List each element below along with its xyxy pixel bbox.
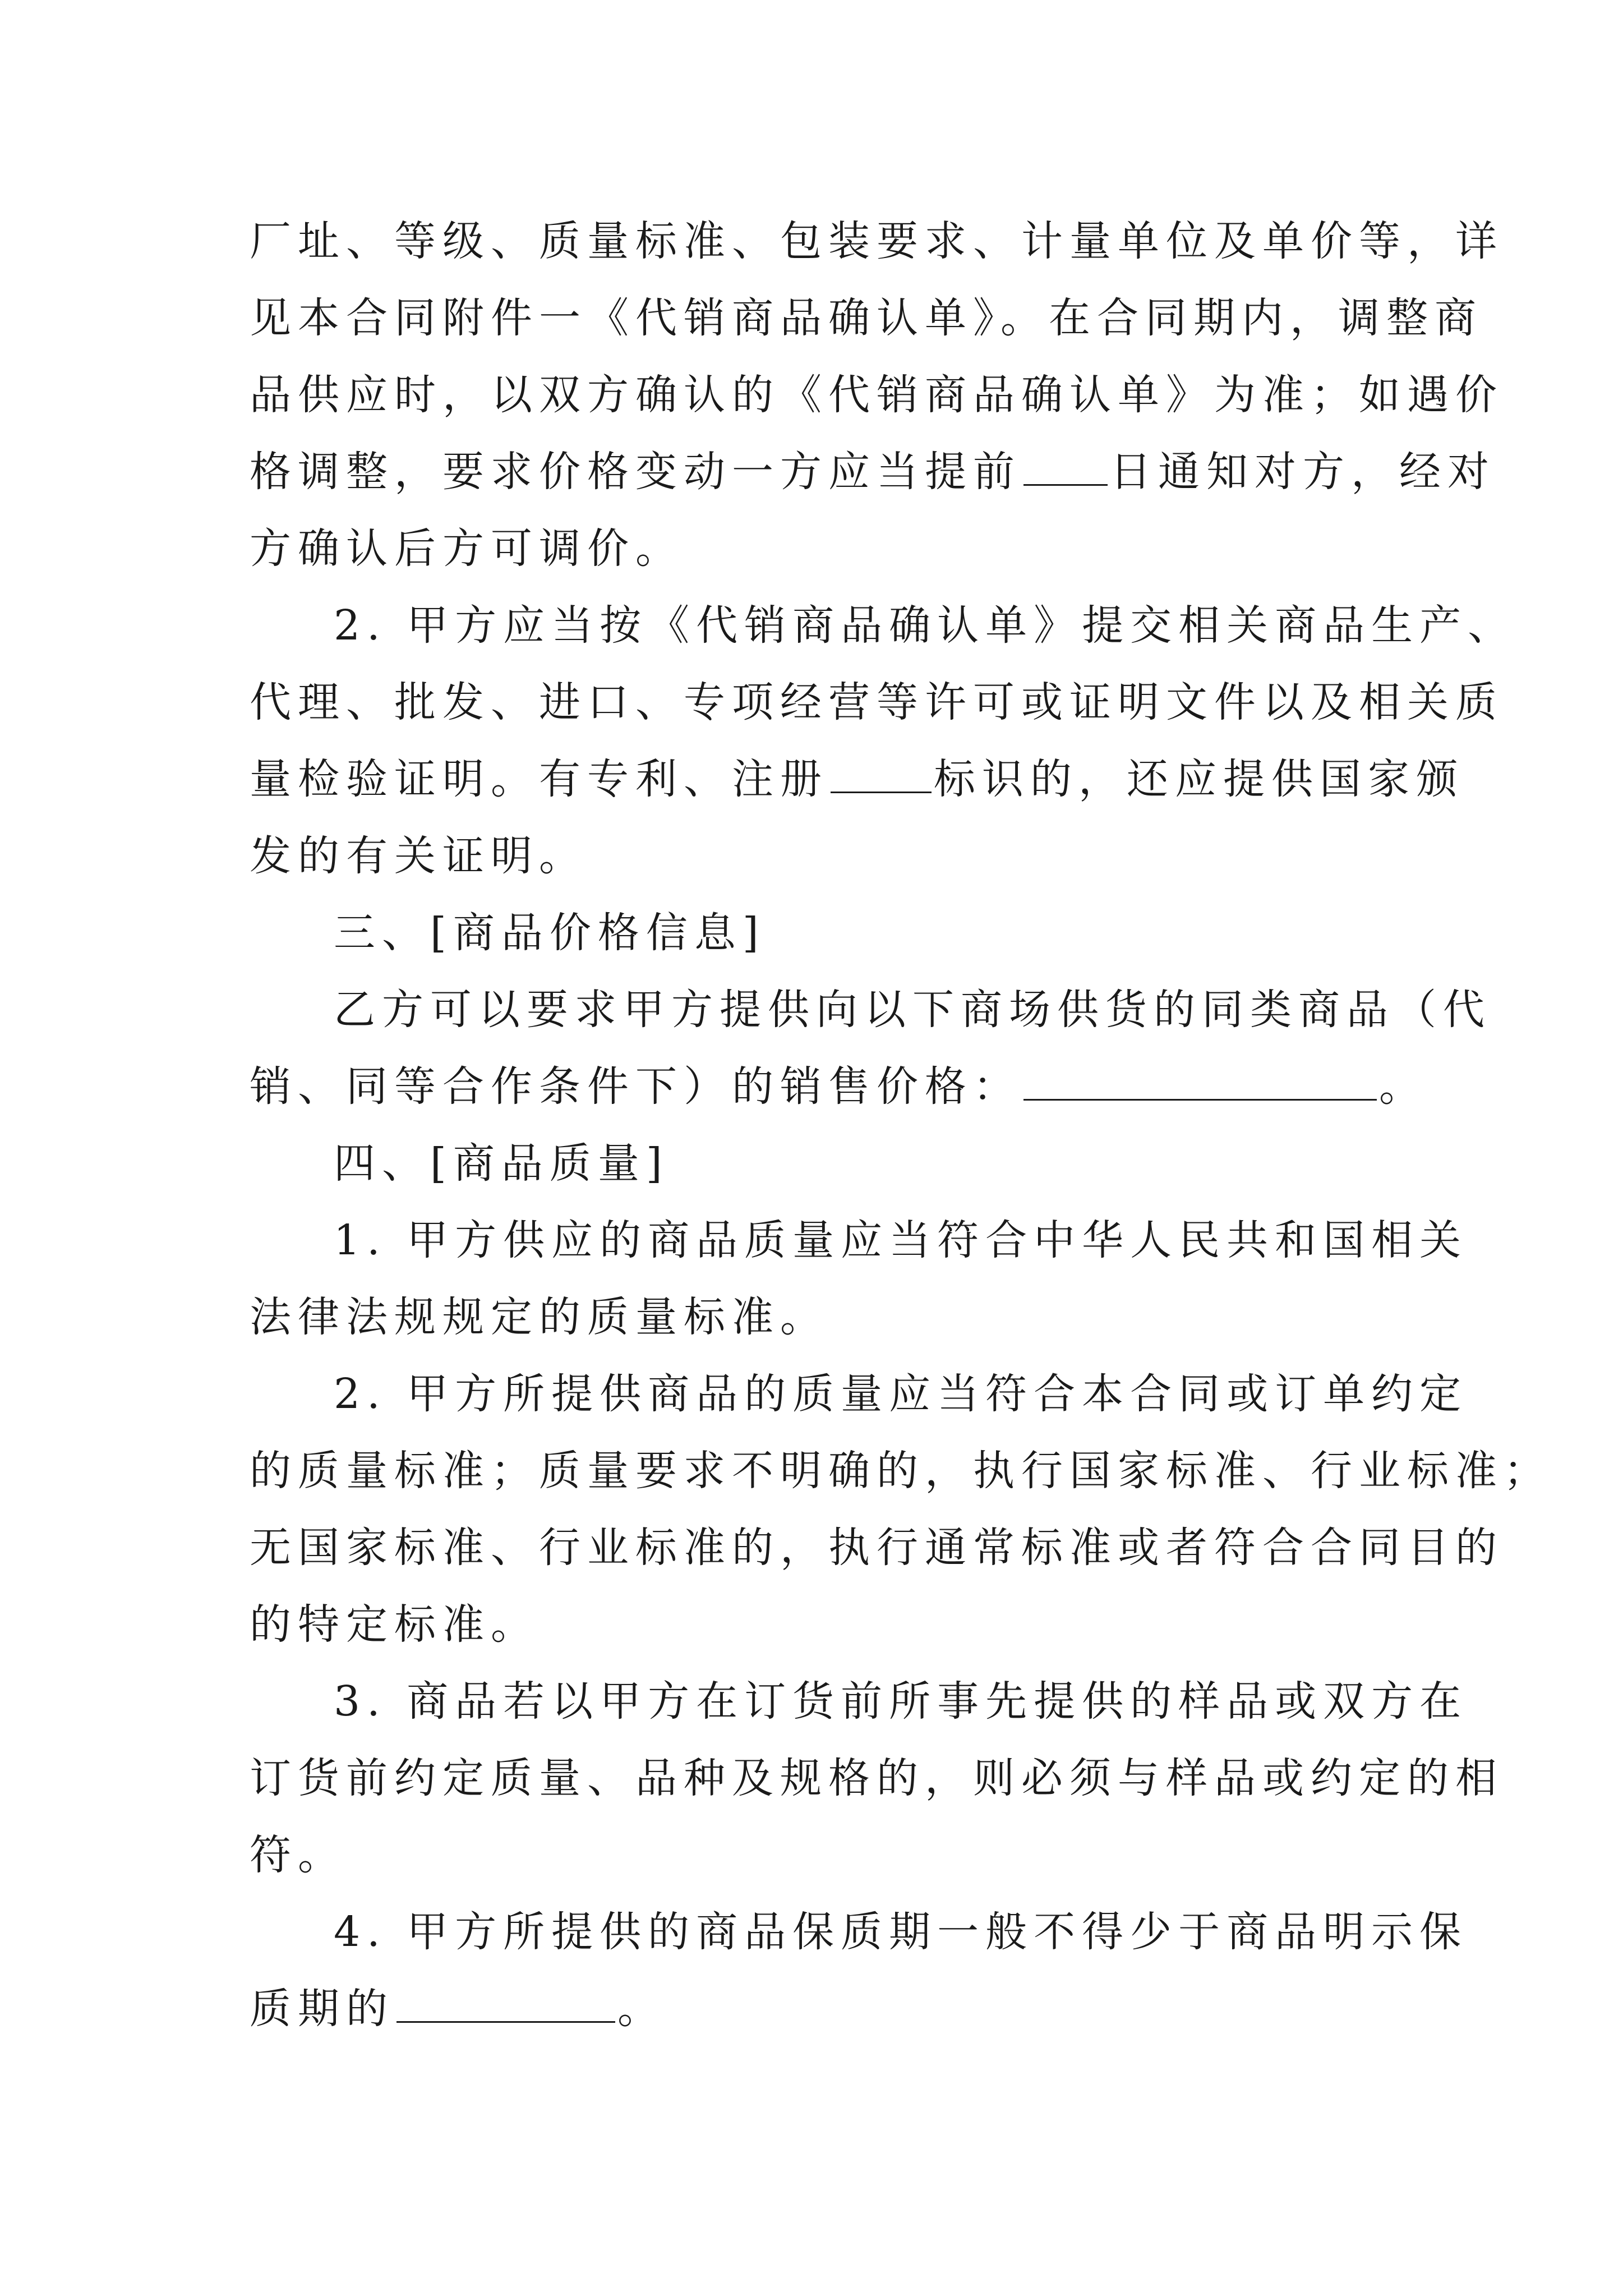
text-fragment: 标识的，还应提供国家颁 — [934, 755, 1464, 803]
text-fragment: 日通知对方，经对 — [1110, 448, 1496, 496]
paragraph-line — [250, 1971, 1382, 2047]
text-fragment: 质期的 — [250, 1985, 394, 2033]
blank-sales-price[interactable] — [1023, 1062, 1377, 1101]
paragraph-line — [250, 1048, 1427, 1125]
paragraph-line: 符。 — [250, 1831, 346, 1879]
paragraph-line: 订货前约定质量、品种及规格的，则必须与样品或约定的相 — [250, 1754, 1504, 1802]
paragraph-line: 代理、批发、进口、专项经营等许可或证明文件以及相关质 — [250, 678, 1504, 726]
paragraph-line: 无国家标准、行业标准的，执行通常标准或者符合合同目的 — [250, 1524, 1504, 1572]
paragraph-line: 4. 甲方所提供的商品保质期一般不得少于商品明示保 — [334, 1908, 1468, 1956]
paragraph-line: 1. 甲方供应的商品质量应当符合中华人民共和国相关 — [334, 1216, 1468, 1264]
paragraph-line: 的特定标准。 — [250, 1600, 539, 1649]
paragraph-line: 厂址、等级、质量标准、包装要求、计量单位及单价等，详 — [250, 217, 1504, 265]
paragraph-line: 方确认后方可调价。 — [250, 524, 684, 573]
paragraph-line: 2. 甲方应当按《代销商品确认单》提交相关商品生产、 — [334, 601, 1516, 650]
paragraph-line — [250, 741, 1464, 818]
text-fragment: 。 — [1379, 1062, 1427, 1111]
paragraph-line: 2. 甲方所提供商品的质量应当符合本合同或订单约定 — [334, 1370, 1468, 1418]
paragraph-line — [250, 434, 1496, 510]
paragraph-line: 3. 商品若以甲方在订货前所事先提供的样品或双方在 — [334, 1677, 1468, 1726]
paragraph-line: 发的有关证明。 — [250, 832, 587, 880]
paragraph-line: 的质量标准；质量要求不明确的，执行国家标准、行业标准； — [250, 1447, 1552, 1495]
section-heading: 三、[商品价格信息] — [334, 909, 766, 957]
text-fragment: 格调整，要求价格变动一方应当提前 — [250, 448, 1021, 496]
blank-notice-days[interactable] — [1023, 447, 1108, 486]
paragraph-line: 乙方可以要求甲方提供向以下商场供货的同类商品（代 — [334, 986, 1491, 1034]
text-fragment: 。 — [617, 1985, 666, 2033]
text-fragment: 销、同等合作条件下）的销售价格： — [250, 1062, 1021, 1111]
document-page — [250, 203, 1552, 2047]
section-heading: 四、[商品质量] — [334, 1139, 669, 1188]
blank-registration-type[interactable] — [831, 754, 932, 793]
blank-shelf-life[interactable] — [396, 1984, 615, 2023]
text-fragment: 量检验证明。有专利、注册 — [250, 755, 828, 803]
paragraph-line: 见本合同附件一《代销商品确认单》。在合同期内，调整商 — [250, 294, 1483, 342]
paragraph-line: 品供应时，以双方确认的《代销商品确认单》为准；如遇价 — [250, 371, 1504, 419]
paragraph-line: 法律法规规定的质量标准。 — [250, 1293, 828, 1341]
